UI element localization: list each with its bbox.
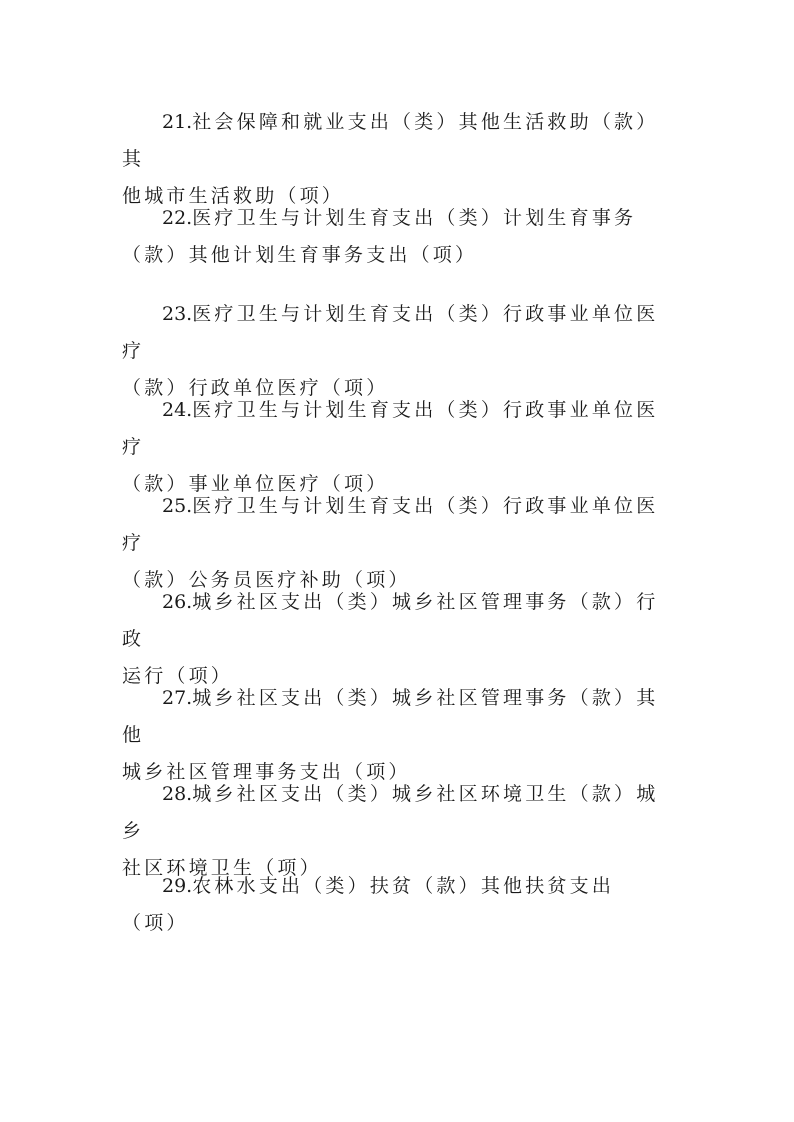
- item-25-text-1: 医疗卫生与计划生育支出（类）行政事业单位医疗: [122, 495, 659, 554]
- item-26-number: 26.: [162, 591, 193, 613]
- item-26-line-1: [122, 584, 670, 658]
- item-21-text-1: 社会保障和就业支出（类）其他生活救助（款）其: [122, 111, 659, 170]
- item-28-number: 28.: [162, 783, 193, 805]
- item-23-number: 23.: [162, 303, 193, 325]
- item-24-text-1: 医疗卫生与计划生育支出（类）行政事业单位医疗: [122, 399, 659, 458]
- item-23-line-2: （款）行政单位医疗（项）: [122, 377, 389, 399]
- item-22-number: 22.: [162, 207, 193, 229]
- item-23-line-1: [122, 296, 670, 370]
- list-item-21: [122, 104, 670, 215]
- item-26-line-2: 运行（项）: [122, 665, 234, 687]
- item-24-number: 24.: [162, 399, 193, 421]
- item-28-text-1: 城乡社区支出（类）城乡社区环境卫生（款）城乡: [122, 783, 659, 842]
- list-item-26: [122, 584, 670, 695]
- item-27-line-2: 城乡社区管理事务支出（项）: [122, 761, 411, 783]
- item-21-line-1: [122, 104, 670, 178]
- item-23-text-1: 医疗卫生与计划生育支出（类）行政事业单位医疗: [122, 303, 659, 362]
- item-24-line-1: [122, 392, 670, 466]
- item-25-line-2: （款）公务员医疗补助（项）: [122, 569, 411, 591]
- list-item-23: [122, 296, 670, 407]
- item-21-line-2: 他城市生活救助（项）: [122, 185, 345, 207]
- item-27-line-1: [122, 680, 670, 754]
- item-29-number: 29.: [162, 875, 193, 897]
- item-28-line-2: 社区环境卫生（项）: [122, 857, 322, 879]
- item-22-text-1: 医疗卫生与计划生育支出（类）计划生育事务: [192, 207, 637, 229]
- item-29-text-1: 农林水支出（类）扶贫（款）其他扶贫支出（项）: [122, 875, 615, 934]
- item-29-line-1: [122, 868, 670, 942]
- item-27-text-1: 城乡社区支出（类）城乡社区管理事务（款）其他: [122, 687, 659, 746]
- item-22-line-2: （款）其他计划生育事务支出（项）: [122, 244, 478, 266]
- item-24-line-2: （款）事业单位医疗（项）: [122, 473, 389, 495]
- item-25-line-1: [122, 488, 670, 562]
- list-item-29: [122, 868, 670, 942]
- list-item-27: [122, 680, 670, 791]
- item-27-number: 27.: [162, 687, 193, 709]
- list-item-24: [122, 392, 670, 503]
- list-item-25: [122, 488, 670, 599]
- item-25-number: 25.: [162, 495, 193, 517]
- item-26-text-1: 城乡社区支出（类）城乡社区管理事务（款）行政: [122, 591, 659, 650]
- item-28-line-1: [122, 776, 670, 850]
- item-22-line-1: [122, 200, 670, 237]
- list-item-22: [122, 200, 670, 274]
- item-21-number: 21.: [162, 111, 193, 133]
